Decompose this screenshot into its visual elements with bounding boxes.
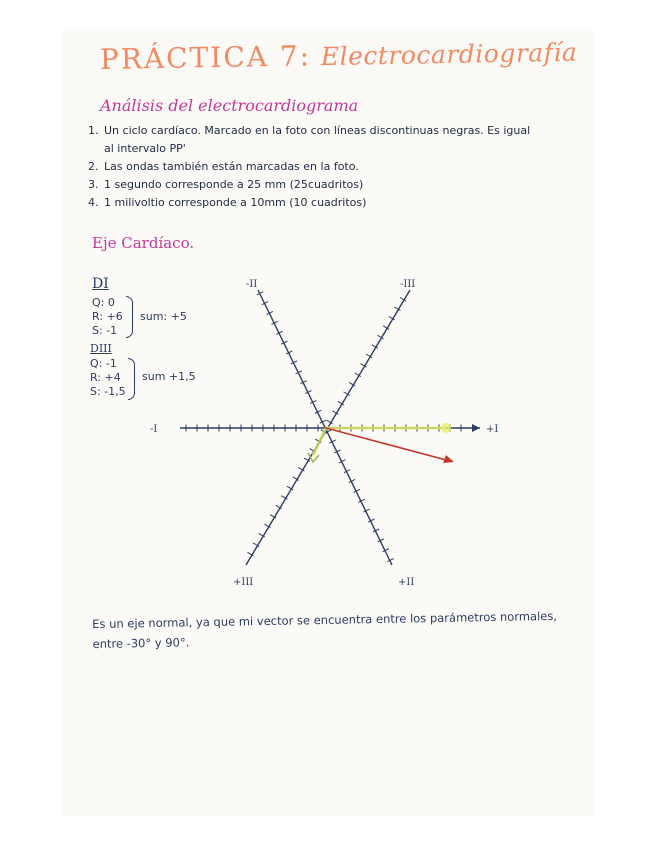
lead-d1-r: R: +6 — [92, 310, 123, 323]
list-item-text: Un ciclo cardíaco. Marcado en la foto con líneas discontinuas negras. Es igual — [104, 124, 531, 137]
lead-d1-q: Q: 0 — [92, 296, 115, 309]
lead-d1-sum: sum: +5 — [140, 310, 187, 323]
axis-label-plus-i: +I — [486, 424, 499, 435]
cardiac-axis-heading: Eje Cardíaco. — [92, 234, 195, 252]
list-item-number: 1. — [88, 124, 99, 137]
conclusion-line-1: Es un eje normal, ya que mi vector se encuentra entre los parámetros normales, — [92, 608, 558, 631]
axis-label-plus-iii: +III — [233, 577, 254, 588]
lead-d3-name: DIII — [90, 342, 112, 355]
lead-d3-q: Q: -1 — [90, 357, 117, 370]
title-practice: PRÁCTICA 7: — [99, 39, 312, 76]
cardiac-axis-vector — [326, 428, 450, 461]
list-item-number: 4. — [88, 196, 99, 209]
lead-d3-s: S: -1,5 — [90, 385, 126, 398]
list-item-text: 1 segundo corresponde a 25 mm (25cuadritos) — [104, 178, 364, 191]
axis-label-minus-iii: -III — [400, 279, 416, 290]
list-item-continuation: al intervalo PP' — [104, 142, 186, 155]
cardiac-axis-vector-arrowhead — [443, 455, 454, 463]
lead-d1-name: DI — [92, 276, 109, 292]
list-item-number: 2. — [88, 160, 99, 173]
axis-label-plus-ii: +II — [398, 577, 415, 588]
axis-label-minus-i: -I — [150, 424, 158, 435]
lead-i-arrowhead — [472, 424, 480, 432]
list-item-text: 1 milivoltio corresponde a 10mm (10 cuadritos) — [104, 196, 367, 209]
lead-d3-r: R: +4 — [90, 371, 121, 384]
lead-iii-projection-highlight — [313, 428, 326, 455]
title-topic: Electrocardiografía — [320, 37, 578, 72]
lead-i-projection-end — [441, 423, 451, 433]
list-item-text: Las ondas también están marcadas en la foto. — [104, 160, 359, 173]
lead-d3-sum: sum +1,5 — [142, 370, 196, 383]
list-item-number: 3. — [88, 178, 99, 191]
section-subtitle: Análisis del electrocardiograma — [100, 96, 359, 115]
axis-label-minus-ii: -II — [246, 279, 258, 290]
conclusion-text — [92, 604, 563, 656]
conclusion-line-2: entre -30° y 90°. — [92, 635, 190, 651]
lead-d1-s: S: -1 — [92, 324, 118, 337]
